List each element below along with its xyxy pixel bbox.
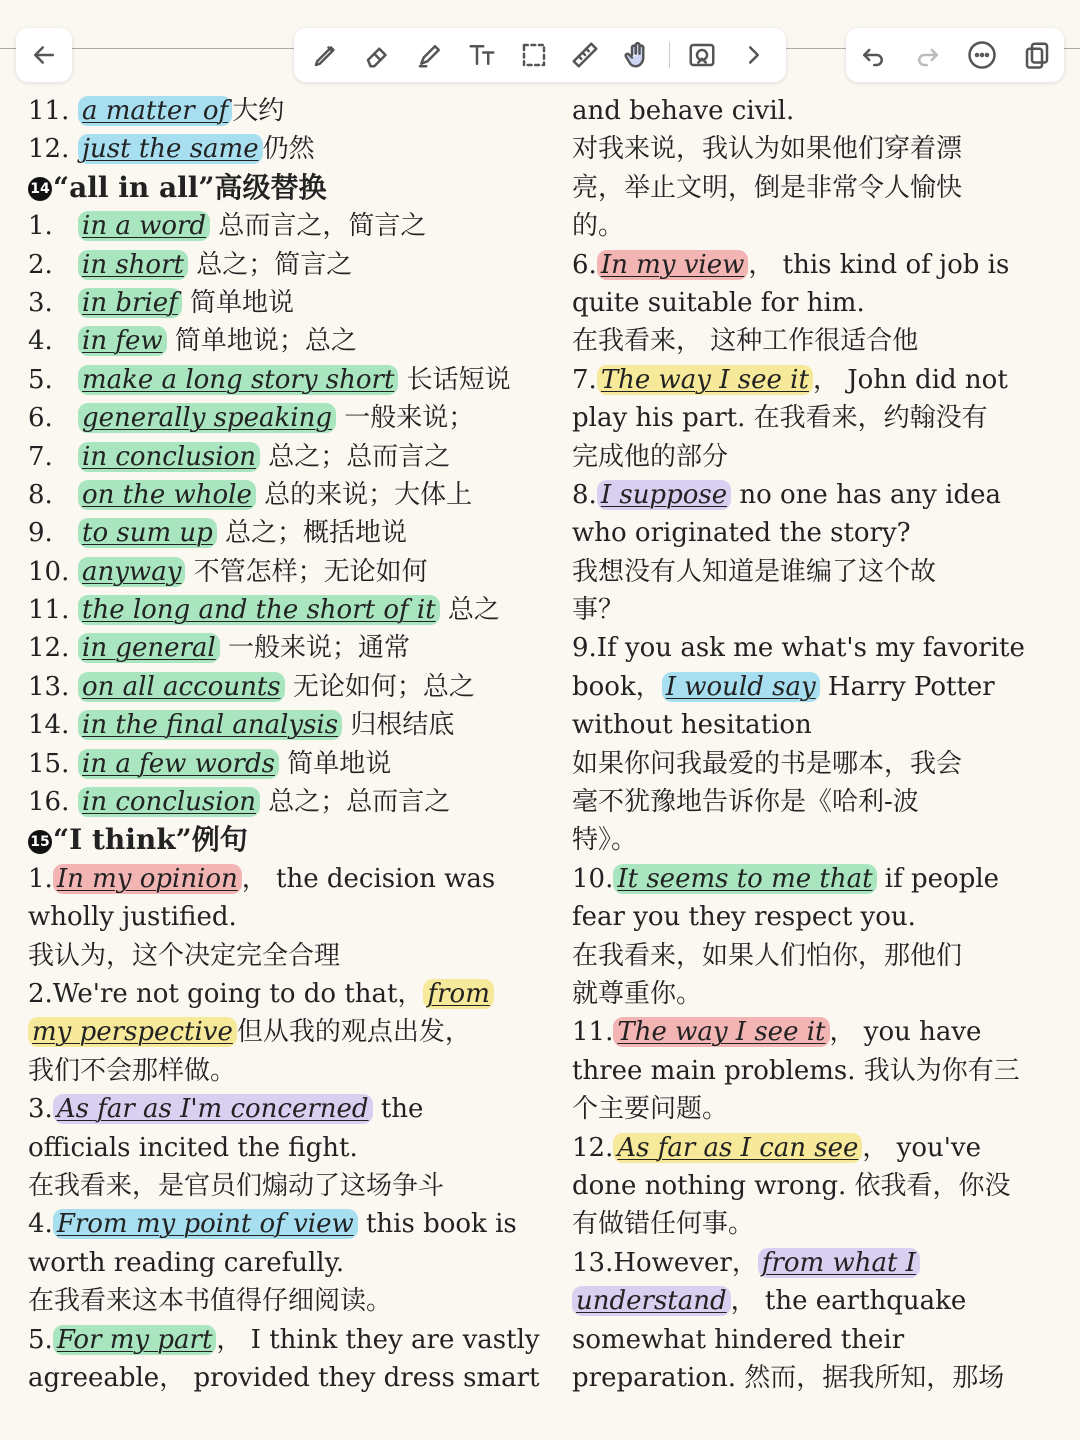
pen-icon[interactable] <box>306 35 346 75</box>
item-number: 6. <box>572 249 597 280</box>
translation: 事？ <box>572 595 625 626</box>
lasso-icon[interactable] <box>514 35 554 75</box>
section-number-badge: 15 <box>28 830 52 854</box>
item-number: 13. <box>28 671 70 702</box>
section-heading <box>28 169 548 207</box>
translation: 在我看来，是官员们煽动了这场争斗 <box>28 1170 445 1201</box>
phrase-highlight: In my opinion <box>53 864 242 894</box>
phrase-highlight: The way I see it <box>613 1017 829 1047</box>
list-item <box>28 399 548 437</box>
example-line: and behave civil. <box>572 96 795 126</box>
item-number: 11. <box>28 595 70 626</box>
phrase-highlight: in a few words <box>78 749 279 779</box>
phrase-highlight: a matter of <box>78 96 232 126</box>
pages-icon[interactable] <box>1017 35 1057 75</box>
item-number: 16. <box>28 787 70 818</box>
translation: 亮，举止文明，倒是非常令人愉快 <box>572 172 963 203</box>
example-line <box>572 1282 1062 1320</box>
phrase-highlight: to sum up <box>78 518 217 548</box>
translation: 我想没有人知道是谁编了这个故 <box>572 556 937 587</box>
example-line <box>28 1090 548 1128</box>
phrase-highlight: It seems to me that <box>613 864 876 894</box>
translation: 如果你问我最爱的书是哪本，我会 <box>572 748 963 779</box>
item-number: 5. <box>28 364 53 395</box>
item-number: 7. <box>28 441 53 472</box>
arrow-left-icon <box>24 35 64 75</box>
back-button[interactable] <box>16 28 72 82</box>
phrase-highlight: in conclusion <box>78 787 260 817</box>
list-item <box>28 783 548 821</box>
example-line <box>28 975 548 1013</box>
translation: 总的来说；大体上 <box>264 479 473 510</box>
image-icon[interactable] <box>682 35 722 75</box>
item-number: 14. <box>28 710 70 741</box>
translation: 一般来说；通常 <box>228 633 411 664</box>
example-line <box>28 1013 548 1051</box>
example-text: ， the decision was <box>241 863 496 894</box>
example-line <box>572 361 1062 399</box>
phrase-highlight: From my point of view <box>53 1209 358 1239</box>
translation: 总之；简言之 <box>196 249 353 280</box>
redo-icon[interactable] <box>908 35 948 75</box>
example-line: done nothing wrong. 依我看，你没 <box>572 1170 1011 1201</box>
section-number-badge: 14 <box>28 177 52 201</box>
translation: 一般来说； <box>344 403 475 434</box>
phrase-highlight: on the whole <box>78 480 256 510</box>
list-item <box>28 284 548 322</box>
list-item <box>28 706 548 744</box>
translation: 大约 <box>232 96 285 126</box>
translation: 但从我的观点出发， <box>236 1017 471 1048</box>
section-title: “all in all”高级替换 <box>53 170 327 204</box>
example-text: if people <box>876 863 1000 894</box>
translation: 的。 <box>572 211 625 242</box>
translation: 简单地说 <box>287 748 392 779</box>
phrase-highlight: As far as I can see <box>613 1133 862 1163</box>
phrase-highlight: The way I see it <box>597 365 813 395</box>
item-number: 8. <box>28 479 53 510</box>
item-number: 9. <box>28 518 53 549</box>
example-line <box>28 1321 548 1359</box>
right-column <box>572 92 1062 1397</box>
example-line <box>572 668 1062 706</box>
example-line: fear you they respect you. <box>572 902 916 933</box>
translation: 总而言之，简言之 <box>218 211 427 242</box>
phrase-highlight: I would say <box>662 672 820 702</box>
example-line <box>572 476 1062 514</box>
item-number: 11. <box>28 96 70 126</box>
phrase-list <box>28 207 548 821</box>
translation: 对我来说，我认为如果他们穿着漂 <box>572 134 963 165</box>
item-number: 12. <box>28 633 70 664</box>
example-text: ， you have <box>829 1017 982 1048</box>
translation: 总之 <box>447 595 500 626</box>
list-item <box>28 246 548 284</box>
more-icon[interactable] <box>962 35 1002 75</box>
phrase-highlight: from <box>423 979 493 1009</box>
highlighter-icon[interactable] <box>410 35 450 75</box>
example-text: the <box>372 1094 424 1125</box>
translation: 不管怎样；无论如何 <box>193 556 428 587</box>
item-number: 15. <box>28 748 70 779</box>
item-number: 5. <box>28 1324 53 1355</box>
translation: 我们不会那样做。 <box>28 1055 237 1086</box>
phrase-highlight: make a long story short <box>78 365 398 395</box>
undo-icon[interactable] <box>853 35 893 75</box>
example-line: preparation. 然而，据我所知，那场 <box>572 1362 1005 1393</box>
example-text: ， John did not <box>812 364 1008 395</box>
example-line <box>572 1244 1062 1282</box>
example-text: ， you've <box>862 1132 981 1163</box>
actions-toolbar <box>846 28 1064 82</box>
list-item <box>28 745 548 783</box>
example-text: 2.We're not going to do that， <box>28 978 424 1009</box>
phrase-highlight: just the same <box>78 134 263 164</box>
text-icon[interactable] <box>462 35 502 75</box>
phrase-highlight: I suppose <box>597 480 731 510</box>
ruler-icon[interactable] <box>565 35 605 75</box>
item-number: 2. <box>28 249 53 280</box>
list-item <box>28 361 548 399</box>
translation: 有做错任何事。 <box>572 1209 755 1240</box>
phrase-highlight: in few <box>78 326 167 356</box>
translation: 在我看来，如果人们怕你，那他们 <box>572 940 963 971</box>
translation: 总之；总而言之 <box>268 787 451 818</box>
item-number: 4. <box>28 326 53 357</box>
item-number: 7. <box>572 364 597 395</box>
item-number: 12. <box>572 1132 614 1163</box>
translation: 我认为，这个决定完全合理 <box>28 940 341 971</box>
example-line <box>28 860 548 898</box>
hand-icon[interactable] <box>617 35 657 75</box>
translation: 完成他的部分 <box>572 441 729 472</box>
example-line: somewhat hindered their <box>572 1324 905 1355</box>
list-item <box>28 668 548 706</box>
example-line: agreeable， provided they dress smart <box>28 1362 540 1393</box>
item-number: 6. <box>28 403 53 434</box>
translation: 总之；概括地说 <box>225 518 408 549</box>
item-number: 1. <box>28 211 53 242</box>
example-text: Harry Potter <box>819 671 995 702</box>
list-item <box>28 514 548 552</box>
example-text: ， the earthquake <box>730 1286 967 1317</box>
example-line <box>572 860 1062 898</box>
phrase-highlight: on all accounts <box>78 672 285 702</box>
chevron-right-icon[interactable] <box>734 35 774 75</box>
phrase-highlight: in the final analysis <box>78 710 342 740</box>
phrase-highlight: anyway <box>78 557 185 587</box>
list-item <box>28 207 548 245</box>
section-title: “I think”例句 <box>53 823 248 857</box>
phrase-highlight: in general <box>78 633 220 663</box>
example-text: ， this kind of job is <box>748 249 1010 280</box>
example-text: 13.However， <box>572 1247 758 1278</box>
example-line: who originated the story? <box>572 518 911 549</box>
translation: 个主要问题。 <box>572 1094 729 1125</box>
example-text: ， I think they are vastly <box>216 1324 540 1355</box>
translation: 毫不犹豫地告诉你是《哈利-波 <box>572 787 919 818</box>
phrase-highlight: in conclusion <box>78 442 260 472</box>
translation: 简单地说；总之 <box>174 326 357 357</box>
list-item <box>28 130 548 168</box>
phrase-highlight: from what I <box>758 1248 920 1278</box>
phrase-highlight: in short <box>78 250 188 280</box>
phrase-highlight: For my part <box>53 1325 217 1355</box>
example-line: officials incited the fight. <box>28 1132 358 1163</box>
list-item <box>28 629 548 667</box>
list-item <box>28 591 548 629</box>
example-text: no one has any idea <box>731 479 1001 510</box>
example-line: quite suitable for him. <box>572 287 865 318</box>
list-item <box>28 476 548 514</box>
translation: 简单地说 <box>190 287 295 318</box>
translation: 归根结底 <box>350 710 455 741</box>
toolbar-separator <box>669 42 670 68</box>
list-item <box>28 92 548 130</box>
phrase-highlight: my perspective <box>28 1017 237 1047</box>
translation: 特》。 <box>572 825 638 856</box>
list-item <box>28 322 548 360</box>
translation: 无论如何；总之 <box>292 671 475 702</box>
example-text: book， <box>572 671 662 702</box>
left-column <box>28 92 548 1397</box>
item-number: 12. <box>28 134 70 165</box>
section-heading <box>28 821 548 859</box>
example-line: without hesitation <box>572 710 812 741</box>
example-line <box>572 1013 1062 1051</box>
item-number: 10. <box>572 863 614 894</box>
item-number: 4. <box>28 1209 53 1240</box>
phrase-highlight: As far as I'm concerned <box>53 1094 373 1124</box>
translation: 总之；总而言之 <box>268 441 451 472</box>
example-line <box>28 1205 548 1243</box>
example-line: 9.If you ask me what's my favorite <box>572 633 1025 664</box>
example-line: three main problems. 我认为你有三 <box>572 1055 1020 1086</box>
phrase-highlight: generally speaking <box>78 403 336 433</box>
translation: 在我看来， 这种工作很适合他 <box>572 326 919 357</box>
example-line <box>572 246 1062 284</box>
phrase-highlight: in brief <box>78 288 182 318</box>
phrase-highlight: in a word <box>78 211 210 241</box>
phrase-highlight: In my view <box>597 250 749 280</box>
example-line: play his part. 在我看来，约翰没有 <box>572 403 988 434</box>
translation: 仍然 <box>262 134 315 165</box>
phrase-highlight: understand <box>572 1286 731 1316</box>
example-line: wholly justified. <box>28 902 237 933</box>
eraser-icon[interactable] <box>358 35 398 75</box>
item-number: 11. <box>572 1017 614 1048</box>
item-number: 10. <box>28 556 70 587</box>
translation: 就尊重你。 <box>572 978 703 1009</box>
translation: 长话短说 <box>406 364 511 395</box>
item-number: 8. <box>572 479 597 510</box>
item-number: 3. <box>28 287 53 318</box>
list-item <box>28 553 548 591</box>
drawing-toolbar <box>294 28 786 82</box>
example-line <box>572 1129 1062 1167</box>
translation: 在我看来这本书值得仔细阅读。 <box>28 1286 393 1317</box>
item-number: 3. <box>28 1094 53 1125</box>
list-item <box>28 438 548 476</box>
example-text: this book is <box>357 1209 517 1240</box>
example-line: worth reading carefully. <box>28 1247 345 1278</box>
item-number: 1. <box>28 863 53 894</box>
phrase-highlight: the long and the short of it <box>78 595 440 625</box>
